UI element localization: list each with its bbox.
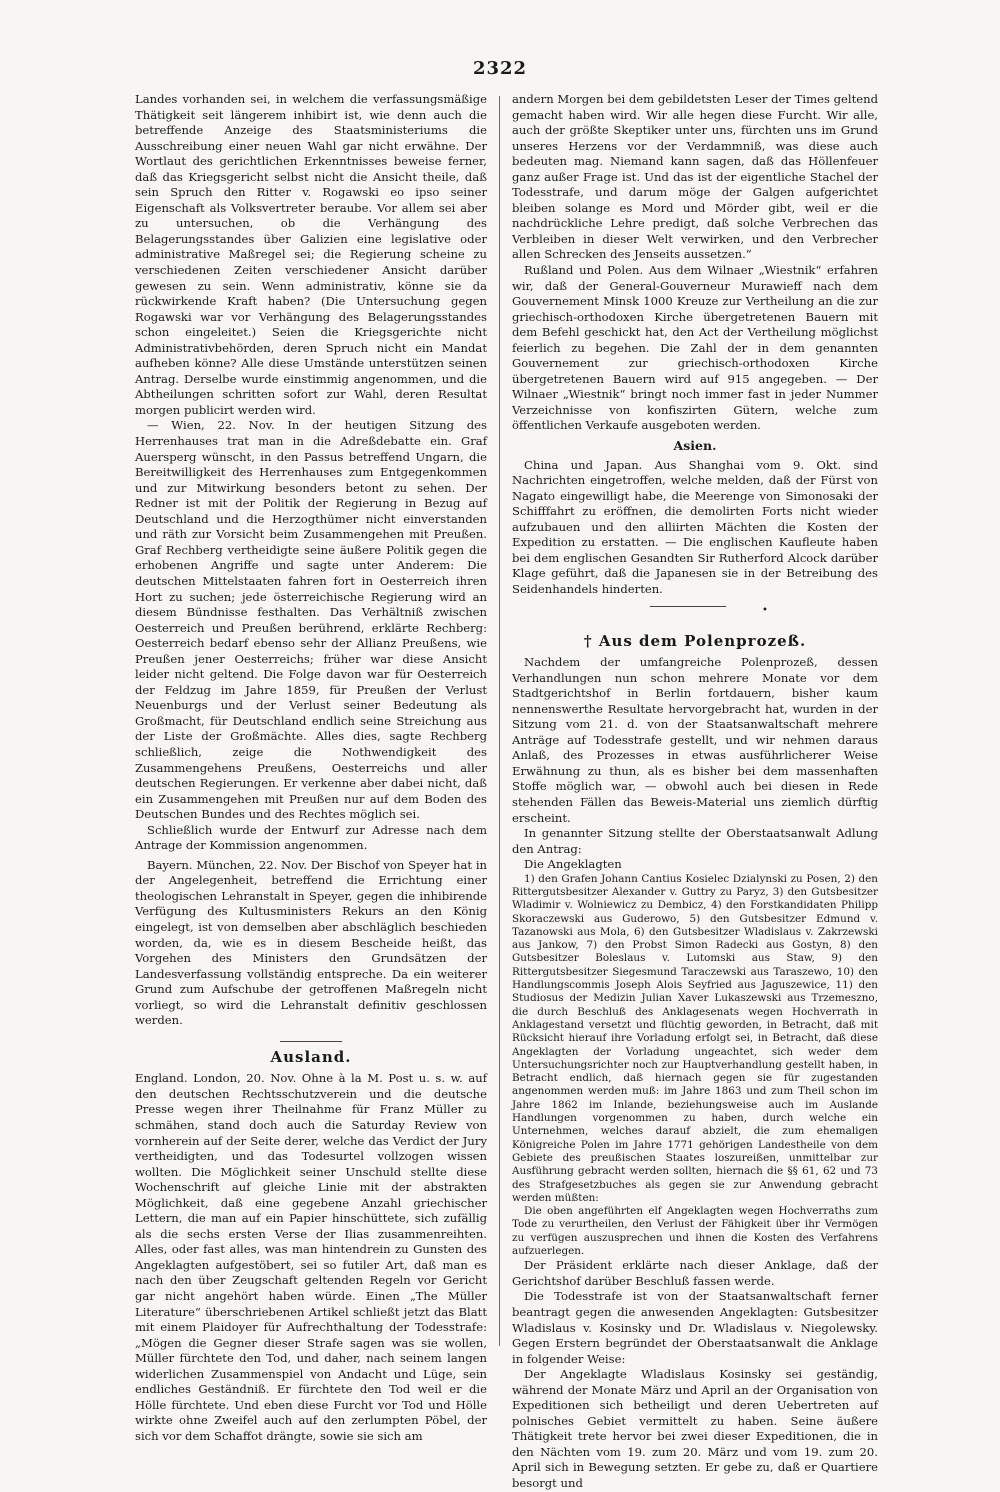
- left-column: [135, 92, 487, 1443]
- section-divider: [280, 1041, 342, 1042]
- article-polenprozess: Nachdem der umfangreiche Polenprozeß, dessen Verhandlungen nun schon mehrere Monate vor dem Stadtgerichtshof in Berlin fortdauern, bisher kaum nennenswerthe Resultate hervorgebracht hat, wurden in der Sitzung vom 21. d. von der Staatsanwaltschaft mehrere Anträge auf Todesstrafe gestellt, und wir nehmen daraus Anlaß, des Prozesses in etwas ausführlicherer Weise Erwähnung zu thun, als es bisher bei dem massenhaften Stoffe möglich war, — obwohl auch bei diesen in Rede stehenden Fällen das Beweis-Material uns ziemlich dürftig erscheint.: [512, 655, 878, 825]
- right-column: [512, 92, 878, 1490]
- article-vienna: — Wien, 22. Nov. In der heutigen Sitzung des Herrenhauses trat man in die Adreßdebatte ein. Graf Auersperg wünscht, in den Passus betreffend Ungarn, die Bereitwilligkeit des Herrenhauses zum Entgegenkommen und zur Mitwirkung besonders betont zu sehen. Der Redner ist mit der Politik der Regierung in Bezug auf Deutschland und die Herzogthümer nicht einverstanden und räth zur Vorsicht beim Zusammengehen mit Preußen. Graf Rechberg vertheidigte seine äußere Politik gegen die erhobenen Angriffe und sagte unter Anderem: Die deutschen Mittelstaaten fahren fort in Oesterreich ihren Hort zu suchen; jede österreichische Regierung wird an diesem Bündnisse festhalten. Das Verhältniß zwischen Oesterreich und Preußen berührend, erklärte Rechberg: Oesterreich bedarf ebenso sehr der Allianz Preußens, wie Preußen jener Oesterreichs; früher war diese Ansicht leider nicht geltend. Die Folge davon war für Oesterreich der Feldzug im Jahre 1859, für Preußen der Verlust Neuenburgs und der Verlust seiner Bedeutung als Großmacht, für Deutschland endlich seine Streichung aus der Liste der Großmächte. Alles dies, sagte Rechberg schließlich, zeige die Nothwendigkeit des Zusammengehens Preußens, Oesterreichs und aller deutschen Regierungen. Er verkenne aber dabei nicht, daß ein Zusammengehen mit Preußen nur auf dem Boden des Deutschen Bundes und des Rechtes möglich sei.: [135, 418, 487, 822]
- article-england: England. London, 20. Nov. Ohne à la M. Post u. s. w. auf den deutschen Rechtsschutzverein und die deutsche Presse wegen ihrer Theilnahme für Franz Müller zu schmähen, stand doch auch die Saturday Review von vornherein auf der Seite derer, welche das Verdict der Jury vertheidigten, und das Todesurtel vollzogen wissen wollten. Die Möglichkeit seiner Unschuld stellte diese Wochenschrift auf gleiche Linie mit der abstrakten Möglichkeit, daß eine gegebene Anzahl griechischer Lettern, die man auf ein Papier hinschüttete, sich zufällig als die sechs ersten Verse der Ilias zusammenreihten. Alles, oder fast alles, was man hintendrein zu Gunsten des Angeklagten aufgestöbert, sei so futiler Art, daß man es nach den über Zeugschaft geltenden Regeln vor Gericht gar nicht angehört haben würde. Einen „The Müller Literature“ überschriebenen Artikel schließt jetzt das Blatt mit einem Plaidoyer für Aufrechthaltung der Todesstrafe: „Mögen die Gegner dieser Strafe sagen was sie wollen, Müller fürchtete den Tod, und daher, nach seinem langen widerlichen Zusammenspiel von Andacht und Lüge, sein endliches Geständniß. Er fürchtete den Tod weil er die Hölle fürchtete. Und eben diese Furcht vor Tod und Hölle wirkte ohne Zweifel auch auf den zerlumpten Pöbel, der sich vor dem Schaffot drängte, sowie sie sich am: [135, 1071, 487, 1443]
- section-heading-asien: Asien.: [673, 438, 717, 454]
- article-paragraph: Die Angeklagten: [524, 857, 622, 872]
- article-paragraph: Der Angeklagte Wladislaus Kosinsky sei geständig, während der Monate März und April an der Organisation von Expeditionen sich betheiligt und deren Uebertreten auf polnisches Gebiet vermittelt zu haben. Seine äußere Thätigkeit trete hervor bei zwei dieser Expeditionen, die in den Nächten vom 19. zum 20. März und vom 19. zum 20. April sich in Bewegung setzten. Er gebe zu, daß er Quartiere besorgt und: [512, 1367, 878, 1490]
- article-paragraph: Schließlich wurde der Entwurf zur Adresse nach dem Antrage der Kommission angenommen.: [135, 822, 487, 853]
- section-heading-ausland: Ausland.: [270, 1047, 352, 1066]
- article-paragraph: Die Todesstrafe ist von der Staatsanwaltschaft ferner beantragt gegen die anwesenden Angeklagten: Gutsbesitzer Wladislaus v. Kosinsky und Dr. Wladislaus v. Niegolewsky. Gegen Erstern begründet der Oberstaatsanwalt die Anklage in folgender Weise:: [512, 1289, 878, 1366]
- motion-text: Die oben angeführten elf Angeklagten wegen Hochverraths zum Tode zu verurtheilen, den Verlust der Fähigkeit über ihr Vermögen zu verfügen auszusprechen und ihnen die Kosten des Verfahrens aufzuerlegen.: [512, 1205, 878, 1258]
- article-paragraph: andern Morgen bei dem gebildetsten Leser der Times geltend gemacht haben wird. Wir alle hegen diese Furcht. Wir alle, auch der größte Skeptiker unter uns, fürchten uns im Grund unseres Herzens vor der Verdammniß, was diese auch bedeuten mag. Niemand kann sagen, daß das Höllenfeuer ganz außer Frage ist. Und das ist der eigentliche Stachel der Todesstrafe, und darum möge der Galgen aufgerichtet bleiben solange es Mord und Mörder gibt, weil er die nachdrückliche Lehre predigt, daß solche Verbrechen das Verbleiben in dieser Welt verwirken, und den Verbrecher allen Schrecken des Jenseits aussetzen.“: [512, 92, 878, 262]
- section-heading-polenprozess: [512, 631, 878, 650]
- page-number: 2322: [472, 58, 528, 79]
- cross-mark: †: [583, 631, 593, 650]
- article-paragraph: Landes vorhanden sei, in welchem die verfassungsmäßige Thätigkeit seit längerem inhibirt ist, wie denn auch die betreffende Anzeige des Staatsministeriums die Ausschreibung einer neuen Wahl gar nicht erwähne. Der Wortlaut des gerichtlichen Erkenntnisses beweise ferner, daß das Kriegsgericht selbst nicht die Ansicht theile, daß sein Spruch den Ritter v. Rogawski eo ipso seiner Eigenschaft als Volksvertreter beraube. Vor allem sei aber zu untersuchen, ob die Verhängung des Belagerungsstandes über Galizien eine legislative oder administrative Maßregel sei; die Regierung scheine zu verschiedenen Zeiten verschiedener Ansicht darüber gewesen zu sein. Wenn administrativ, könne sie da rückwirkende Kraft haben? (Die Untersuchung gegen Rogawski war vor Verhängung des Belagerungsstandes schon eingeleitet.) Seien die Kriegsgerichte nicht Administrativbehörden, deren Spruch nicht ein Mandat aufheben könne? Alle diese Umstände unterstützen seinen Antrag. Derselbe wurde einstimmig angenommen, und die Abtheilungen schritten sofort zur Wahl, deren Resultat morgen publicirt werden wird.: [135, 92, 487, 417]
- heading-text: Aus dem Polenprozeß.: [598, 631, 807, 650]
- article-russia-poland: Rußland und Polen. Aus dem Wilnaer „Wiestnik“ erfahren wir, daß der General-Gouverneur Murawieff nach dem Gouvernement Minsk 1000 Kreuze zur Vertheilung an die zur griechisch-orthodoxen Kirche übergetretenen Bauern mit dem Befehl geschickt hat, den Act der Vertheilung möglichst feierlich zu begehen. Die Zahl der in dem genannten Gouvernement zur griechisch-orthodoxen Kirche übergetretenen Bauern wird auf 915 angegeben. — Der Wilnaer „Wiestnik“ bringt noch immer fast in jeder Nummer Verzeichnisse von konfiszirten Gütern, welche zum öffentlichen Verkaufe ausgeboten werden.: [512, 263, 878, 433]
- article-paragraph: Der Präsident erklärte nach dieser Anklage, daß der Gerichtshof darüber Beschluß fassen werde.: [512, 1258, 878, 1288]
- article-paragraph: In genannter Sitzung stellte der Oberstaatsanwalt Adlung den Antrag:: [512, 826, 878, 856]
- column-divider: [499, 96, 500, 1346]
- article-china-japan: China und Japan. Aus Shanghai vom 9. Okt. sind Nachrichten eingetroffen, welche melden, daß der Fürst von Nagato eingewilligt habe, die Meerenge von Simonosaki der Schifffahrt zu eröffnen, die demolirten Forts nicht wieder aufzubauen und den alliirten Mächten die Kosten der Expedition zu erstatten. — Die englischen Kaufleute haben bei dem englischen Gesandten Sir Rutherford Alcock darüber Klage geführt, daß die Japanesen sie in der Betreibung des Seidenhandels hinderten.: [512, 457, 878, 596]
- section-divider: •: [512, 598, 878, 628]
- defendants-list: 1) den Grafen Johann Cantius Kosielec Dzialynski zu Posen, 2) den Rittergutsbesitzer Alexander v. Guttry zu Paryz, 3) den Gutsbesitzer Wladimir v. Wolniewicz zu Dembicz, 4) den Forstkandidaten Philipp Skoraczewski aus Guderowo, 5) den Gutsbesitzer Edmund v. Tazanowski aus Mola, 6) den Gutsbesitzer Wladislaus v. Zakrzewski aus Jankow, 7) den Probst Simon Radecki aus Gostyn, 8) den Gutsbesitzer Boleslaus v. Lutomski aus Staw, 9) den Rittergutsbesitzer Siegesmund Taraczewski aus Taraszewo, 10) den Handlungscommis Joseph Alois Seyfried aus Jaguszewice, 11) den Studiosus der Medizin Julian Xaver Lukaszewski aus Trzemeszno, die durch Beschluß des Anklagesenats wegen Hochverrath in Anklagestand versetzt und flüchtig geworden, in Betracht, daß mit Rücksicht hierauf ihre Vorladung erfolgt sei, in Betracht, daß diese Angeklagten der Vorladung ungeachtet, sich weder dem Untersuchungsrichter noch zur Hauptverhandlung gestellt haben, in Betracht endlich, daß hiernach gegen sie für zugestanden angenommen werden muß: im Jahre 1863 und zum Theil schon im Jahre 1862 im Inlande, beziehungsweise auch im Auslande Handlungen vorgenommen zu haben, durch welche ein Unternehmen, welches darauf abzielt, die zum ehemaligen Königreiche Polen im Jahre 1771 gehörigen Landestheile von dem Gebiete des preußischen Staates loszureißen, unmittelbar zur Ausführung gebracht werden sollten, hiernach die §§ 61, 62 und 73 des Strafgesetzbuches als gegen sie zur Anwendung gebracht werden müßten:: [512, 872, 878, 1204]
- article-bavaria: Bayern. München, 22. Nov. Der Bischof von Speyer hat in der Angelegenheit, betreffend die Errichtung einer theologischen Lehranstalt in Speyer, gegen die inhibirende Verfügung des Kultusministers Rekurs an den König eingelegt, ist von demselben aber abschläglich beschieden worden, da, wie es in diesem Bescheide heißt, das Vorgehen des Ministers den Grundsätzen der Landesverfassung vollständig entspreche. Da ein weiterer Grund zum Aufschube der getroffenen Maßregeln nicht vorliegt, so wird die Lehranstalt definitiv geschlossen werden.: [135, 857, 487, 1028]
